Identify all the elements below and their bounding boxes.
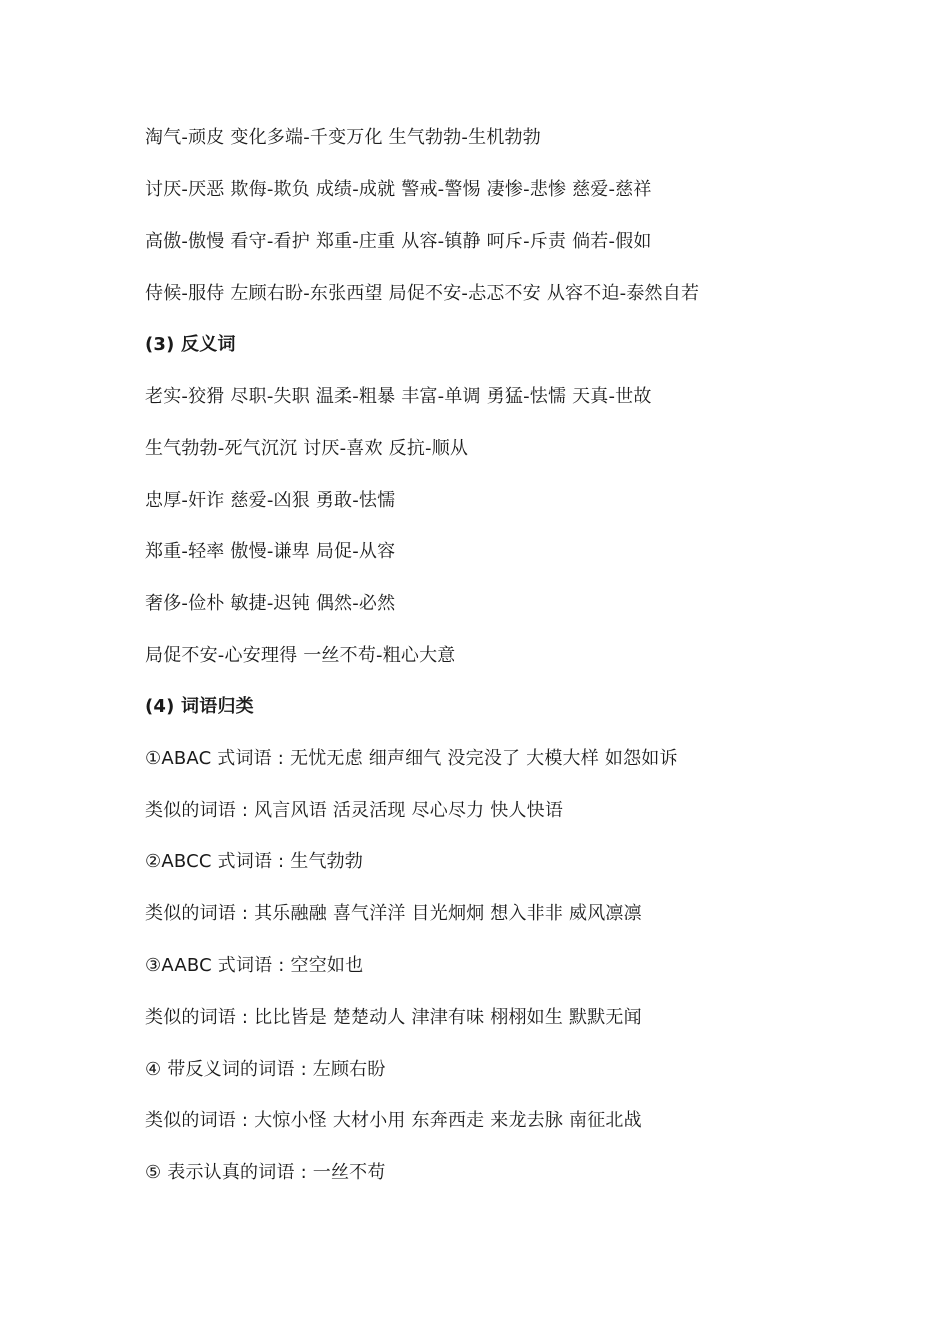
antonym-line: 生气勃勃-死气沉沉 讨厌-喜欢 反抗-顺从 xyxy=(145,438,469,459)
classification-line: 类似的词语 : 风言风语 活灵活现 尽心尽力 快人快语 xyxy=(145,800,564,821)
classification-line: 类似的词语 : 其乐融融 喜气洋洋 目光炯炯 想入非非 威风凛凛 xyxy=(145,903,642,924)
antonyms-heading: (3) 反义词 xyxy=(145,334,236,355)
antonym-line: 老实-狡猾 尽职-失职 温柔-粗暴 丰富-单调 勇猛-怯懦 天真-世故 xyxy=(145,386,652,407)
classification-heading: (4) 词语归类 xyxy=(145,696,254,717)
classification-line: ③AABC 式词语 : 空空如也 xyxy=(145,955,364,976)
synonym-line: 淘气-顽皮 变化多端-千变万化 生气勃勃-生机勃勃 xyxy=(145,127,541,148)
antonym-line: 郑重-轻率 傲慢-谦卑 局促-从容 xyxy=(145,541,396,562)
antonym-line: 局促不安-心安理得 一丝不苟-粗心大意 xyxy=(145,645,456,666)
classification-line: ②ABCC 式词语 : 生气勃勃 xyxy=(145,851,364,872)
classification-line: 类似的词语 : 比比皆是 楚楚动人 津津有味 栩栩如生 默默无闻 xyxy=(145,1007,642,1028)
classification-line: ①ABAC 式词语 : 无忧无虑 细声细气 没完没了 大模大样 如怨如诉 xyxy=(145,748,678,769)
classification-line: 类似的词语 : 大惊小怪 大材小用 东奔西走 来龙去脉 南征北战 xyxy=(145,1110,642,1131)
classification-line: ⑤ 表示认真的词语 : 一丝不苟 xyxy=(145,1162,386,1183)
classification-line: ④ 带反义词的词语 : 左顾右盼 xyxy=(145,1059,386,1080)
synonym-line: 讨厌-厌恶 欺侮-欺负 成绩-成就 警戒-警惕 凄惨-悲惨 慈爱-慈祥 xyxy=(145,179,652,200)
synonym-line: 侍候-服侍 左顾右盼-东张西望 局促不安-忐忑不安 从容不迫-泰然自若 xyxy=(145,283,700,304)
synonym-line: 高傲-傲慢 看守-看护 郑重-庄重 从容-镇静 呵斥-斥责 倘若-假如 xyxy=(145,231,652,252)
antonym-line: 忠厚-奸诈 慈爱-凶狠 勇敢-怯懦 xyxy=(145,490,396,511)
antonym-line: 奢侈-俭朴 敏捷-迟钝 偶然-必然 xyxy=(145,593,396,614)
